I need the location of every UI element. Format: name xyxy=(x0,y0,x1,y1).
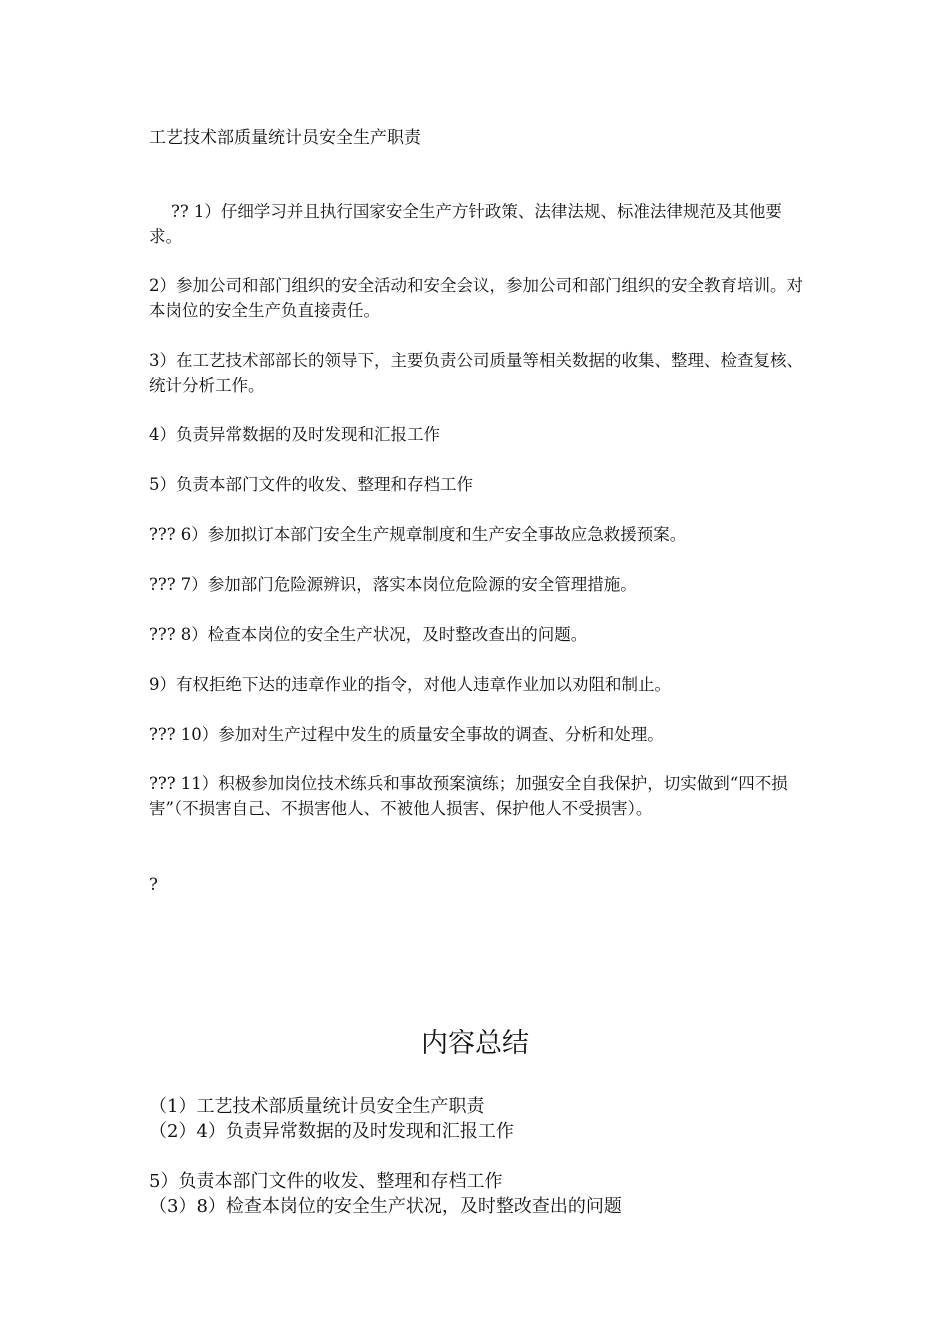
paragraph-4: 4）负责异常数据的及时发现和汇报工作 xyxy=(149,425,440,444)
paragraph-11: ??? 11）积极参加岗位技术练兵和事故预案演练；加强安全自我保护，切实做到“四不损害”（不损害自己、不损害他人、不被他人损害、保护他人不受损害）。 xyxy=(149,774,788,818)
paragraph-2: 2）参加公司和部门组织的安全活动和安全会议，参加公司和部门组织的安全教育培训。对本岗位的安全生产负直接责任。 xyxy=(149,276,803,320)
paragraph-8: ??? 8）检查本岗位的安全生产状况，及时整改查出的问题。 xyxy=(149,625,588,644)
paragraph-5: 5）负责本部门文件的收发、整理和存档工作 xyxy=(149,475,473,494)
paragraph-9: 9）有权拒绝下达的违章作业的指令，对他人违章作业加以劝阻和制止。 xyxy=(149,675,671,694)
summary-item-1: （1）工艺技术部质量统计员安全生产职责 xyxy=(149,1096,485,1117)
paragraph-12: ? xyxy=(149,875,158,894)
summary-heading: 内容总结 xyxy=(421,1028,529,1059)
summary-item-2: （2）4）负责异常数据的及时发现和汇报工作 xyxy=(149,1121,514,1142)
paragraph-7: ??? 7）参加部门危险源辨识，落实本岗位危险源的安全管理措施。 xyxy=(149,575,637,594)
summary-item-4: （3）8）检查本岗位的安全生产状况，及时整改查出的问题 xyxy=(149,1196,622,1217)
paragraph-3: 3）在工艺技术部部长的领导下，主要负责公司质量等相关数据的收集、整理、检查复核、统计分析工作。 xyxy=(149,351,803,395)
document-title: 工艺技术部质量统计员安全生产职责 xyxy=(149,128,421,148)
summary-item-3: 5）负责本部门文件的收发、整理和存档工作 xyxy=(149,1171,503,1192)
paragraph-6: ??? 6）参加拟订本部门安全生产规章制度和生产安全事故应急救援预案。 xyxy=(149,525,687,544)
paragraph-10: ??? 10）参加对生产过程中发生的质量安全事故的调查、分析和处理。 xyxy=(149,725,664,744)
paragraph-1: ?? 1）仔细学习并且执行国家安全生产方针政策、法律法规、标准法律规范及其他要求。 xyxy=(149,202,782,246)
